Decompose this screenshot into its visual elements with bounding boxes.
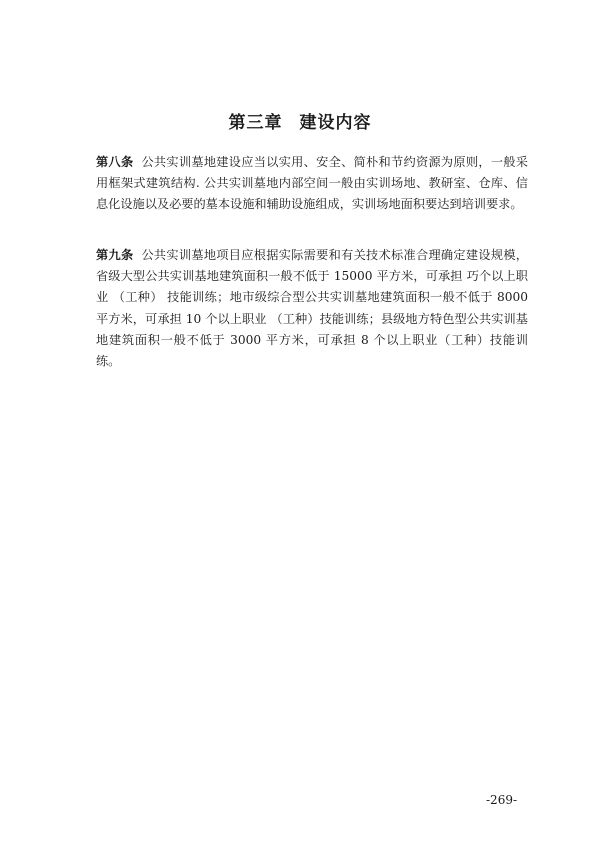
page-number: -269- <box>486 793 518 807</box>
article-8 <box>96 152 528 216</box>
article-8-label: 第八条 <box>96 155 134 169</box>
article-9-paragraph <box>96 245 528 372</box>
chapter-title: 第三章 建设内容 <box>228 113 372 133</box>
article-8-text: 公共实训墓地建设应当以实用、安全、简朴和节约资源为原则，一般采用框架式建筑结构. 公共实训墓地内部空间一般由实训场地、教研室、仓库、信息化设施以及必要的墓本设施和辅助设施组成，实训场地面积要达到培训要求。 <box>96 155 528 212</box>
article-8-paragraph <box>96 152 528 216</box>
article-9-text: 公共实训墓地项目应根据实际需要和有关技术标准合理确定建设规模，省级大型公共实训基地建筑面积一般不低于 15000 平方米，可承担 巧个以上职业 （工种） 技能训练；地市级综合型公共实训墓地建筑面积一般不低于 8000 平方米，可承担 10 个以上职业 （工种）技能训练；县级地方特色型公共实训基地建筑面积一般不低于 3000 平方米，可承担 8 个以上职业（工种）技能训练。 <box>96 248 528 369</box>
article-9-label: 第九条 <box>96 248 134 262</box>
article-9 <box>96 245 528 372</box>
